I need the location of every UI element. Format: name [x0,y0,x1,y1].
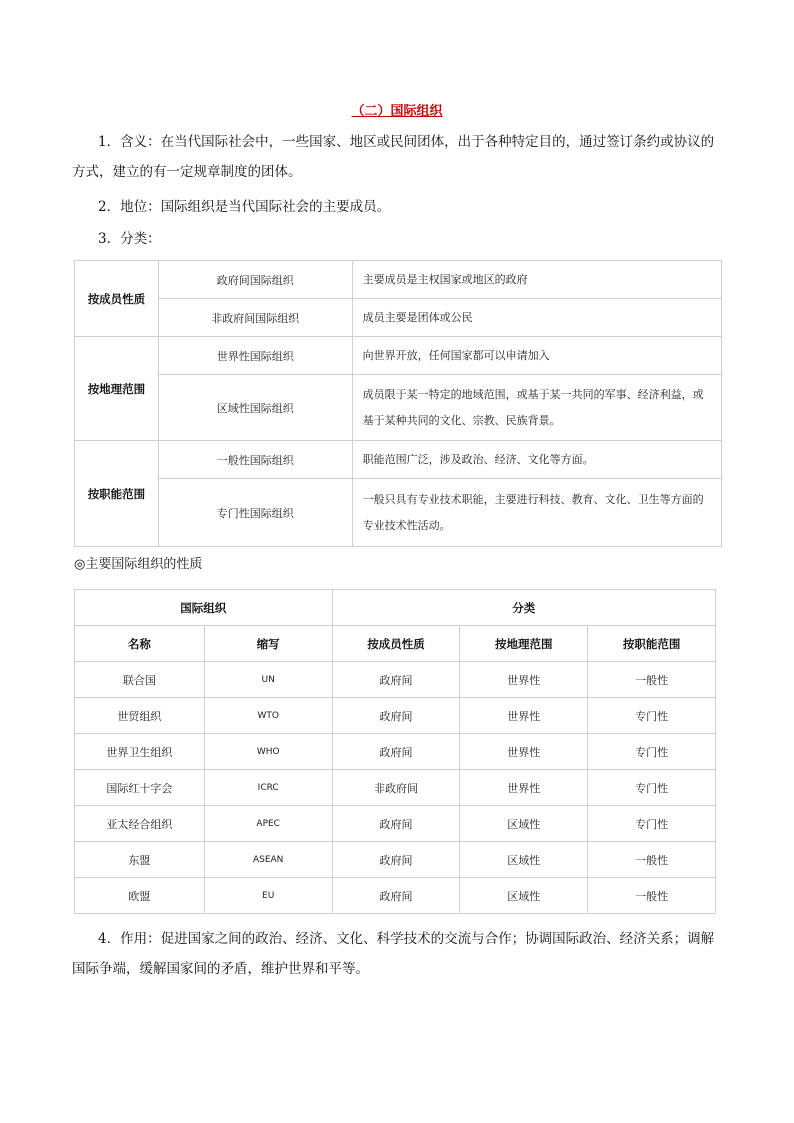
table-row [75,261,722,299]
description-cell: 成员主要是团体或公民 [352,299,721,337]
table-row [75,662,716,698]
org-nature-table [74,589,716,914]
table-row [75,441,722,479]
function-cell: 一般性 [588,662,716,698]
group-header-row [75,590,716,626]
section-title: （二）国际组织 [351,104,443,119]
abbr-cell: ICRC [204,770,332,806]
org-name-cell: 亚太经合组织 [75,806,205,842]
geo-cell: 世界性 [460,698,588,734]
category-cell: 按成员性质 [75,261,159,337]
classification-heading: 3．分类： [98,231,161,247]
table-row [75,770,716,806]
abbr-cell: APEC [204,806,332,842]
org-name-cell: 世贸组织 [75,698,205,734]
function-paragraph: 4．作用：促进国家之间的政治、经济、文化、科学技术的交流与合作；协调国际政治、经济关系；调解国际争端，缓解国家间的矛盾，维护世界和平等。 [72,931,715,977]
header-cell: 名称 [75,626,205,662]
abbr-cell: WHO [204,734,332,770]
org-name-cell: 欧盟 [75,878,205,914]
org-name-cell: 联合国 [75,662,205,698]
org-name-cell: 国际红十字会 [75,770,205,806]
geo-cell: 区域性 [460,878,588,914]
function-cell: 专门性 [588,806,716,842]
header-cell: 按职能范围 [588,626,716,662]
header-cell: 缩写 [204,626,332,662]
member-cell: 政府间 [332,698,460,734]
table-row [75,878,716,914]
description-cell: 一般只具有专业技术职能，主要进行科技、教育、文化、卫生等方面的专业技术性活动。 [352,479,721,547]
type-cell: 非政府间国际组织 [158,299,352,337]
category-cell: 按职能范围 [75,441,159,547]
function-cell: 专门性 [588,698,716,734]
header-cell: 按地理范围 [460,626,588,662]
geo-cell: 区域性 [460,842,588,878]
type-cell: 专门性国际组织 [158,479,352,547]
table-row [75,806,716,842]
table-row [75,299,722,337]
function-cell: 专门性 [588,734,716,770]
group-header-class: 分类 [332,590,715,626]
description-cell: 成员限于某一特定的地域范围，或基于某一共同的军事、经济利益，或基于某种共同的文化、宗教、民族背景。 [352,375,721,441]
table-row [75,337,722,375]
description-cell: 向世界开放，任何国家都可以申请加入 [352,337,721,375]
table-row [75,842,716,878]
abbr-cell: ASEAN [204,842,332,878]
table-row [75,375,722,441]
description-cell: 职能范围广泛，涉及政治、经济、文化等方面。 [352,441,721,479]
group-header-org: 国际组织 [75,590,333,626]
abbr-cell: WTO [204,698,332,734]
abbr-cell: UN [204,662,332,698]
member-cell: 非政府间 [332,770,460,806]
table-row [75,734,716,770]
status-paragraph: 2．地位：国际组织是当代国际社会的主要成员。 [98,199,391,215]
member-cell: 政府间 [332,734,460,770]
table-row [75,698,716,734]
geo-cell: 世界性 [460,662,588,698]
member-cell: 政府间 [332,806,460,842]
type-cell: 区域性国际组织 [158,375,352,441]
category-cell: 按地理范围 [75,337,159,441]
type-cell: 政府间国际组织 [158,261,352,299]
org-name-cell: 世界卫生组织 [75,734,205,770]
org-name-cell: 东盟 [75,842,205,878]
header-cell: 按成员性质 [332,626,460,662]
type-cell: 一般性国际组织 [158,441,352,479]
geo-cell: 世界性 [460,734,588,770]
classification-table [74,260,722,547]
geo-cell: 世界性 [460,770,588,806]
header-row [75,626,716,662]
type-cell: 世界性国际组织 [158,337,352,375]
member-cell: 政府间 [332,662,460,698]
table-row [75,479,722,547]
definition-paragraph: 1．含义：在当代国际社会中，一些国家、地区或民间团体，出于各种特定目的，通过签订条约或协议的方式，建立的有一定规章制度的团体。 [72,134,715,180]
function-cell: 一般性 [588,878,716,914]
org-table-caption: ◎主要国际组织的性质 [74,557,203,572]
abbr-cell: EU [204,878,332,914]
member-cell: 政府间 [332,842,460,878]
geo-cell: 区域性 [460,806,588,842]
description-cell: 主要成员是主权国家或地区的政府 [352,261,721,299]
member-cell: 政府间 [332,878,460,914]
function-cell: 一般性 [588,842,716,878]
function-cell: 专门性 [588,770,716,806]
